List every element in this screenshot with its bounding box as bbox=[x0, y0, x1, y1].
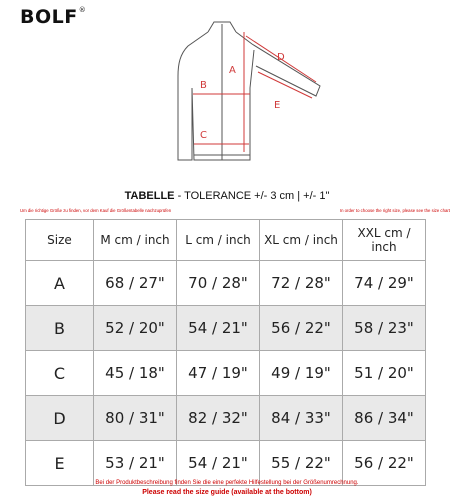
size-chart-table bbox=[25, 219, 426, 486]
table-cell: 51 / 20" bbox=[343, 351, 426, 396]
table-cell: 86 / 34" bbox=[343, 396, 426, 441]
table-row bbox=[26, 441, 426, 486]
table-cell: 74 / 29" bbox=[343, 261, 426, 306]
brand-name: BOLF bbox=[20, 6, 78, 28]
table-cell: 82 / 32" bbox=[177, 396, 260, 441]
row-label: D bbox=[26, 396, 94, 441]
header-l: L cm / inch bbox=[177, 220, 260, 261]
footer-note-german: Bei der Produktbeschreibung finden Sie die eine perfekte Hilfestellung bei der Größenumrechnung. bbox=[95, 480, 359, 486]
table-cell: 47 / 19" bbox=[177, 351, 260, 396]
row-label: C bbox=[26, 351, 94, 396]
header-xxl: XXL cm / inch bbox=[343, 220, 426, 261]
table-cell: 49 / 19" bbox=[260, 351, 343, 396]
size-note-german: Um die richtige Größe zu finden, vor dem Kauf die Größentabelle nachzuprüfen bbox=[20, 208, 172, 213]
table-row bbox=[26, 396, 426, 441]
table-heading-title: TABELLE bbox=[124, 190, 175, 202]
table-cell: 45 / 18" bbox=[94, 351, 177, 396]
table-cell: 53 / 21" bbox=[94, 441, 177, 486]
brand-logo bbox=[20, 6, 86, 28]
label-b: B bbox=[200, 80, 207, 91]
header-m: M cm / inch bbox=[94, 220, 177, 261]
table-row bbox=[26, 306, 426, 351]
label-c: C bbox=[200, 130, 207, 141]
header-xl: XL cm / inch bbox=[260, 220, 343, 261]
table-cell: 52 / 20" bbox=[94, 306, 177, 351]
label-d: D bbox=[277, 52, 285, 63]
table-cell: 56 / 22" bbox=[260, 306, 343, 351]
footer-note-english: Please read the size guide (available at the bottom) bbox=[142, 489, 312, 496]
table-cell: 55 / 22" bbox=[260, 441, 343, 486]
table-heading-tolerance: - TOLERANCE +/- 3 cm | +/- 1" bbox=[177, 190, 330, 202]
table-cell: 54 / 21" bbox=[177, 306, 260, 351]
jacket-sleeve bbox=[236, 32, 320, 96]
row-label: E bbox=[26, 441, 94, 486]
label-a: A bbox=[229, 65, 236, 76]
table-cell: 58 / 23" bbox=[343, 306, 426, 351]
jacket-measurement-diagram bbox=[150, 20, 330, 170]
table-header-row bbox=[26, 220, 426, 261]
table-cell: 54 / 21" bbox=[177, 441, 260, 486]
row-label: A bbox=[26, 261, 94, 306]
table-cell: 72 / 28" bbox=[260, 261, 343, 306]
table-heading bbox=[0, 190, 454, 202]
table-cell: 70 / 28" bbox=[177, 261, 260, 306]
jacket-body bbox=[178, 32, 254, 160]
table-cell: 80 / 31" bbox=[94, 396, 177, 441]
table-row bbox=[26, 261, 426, 306]
table-cell: 68 / 27" bbox=[94, 261, 177, 306]
table-cell: 56 / 22" bbox=[343, 441, 426, 486]
table-row bbox=[26, 351, 426, 396]
size-note-english: In order to choose the right size, please see the size chart bbox=[339, 208, 450, 213]
header-size: Size bbox=[26, 220, 94, 261]
table-cell: 84 / 33" bbox=[260, 396, 343, 441]
registered-mark: ® bbox=[78, 6, 87, 14]
label-e: E bbox=[274, 100, 281, 111]
row-label: B bbox=[26, 306, 94, 351]
size-notes bbox=[20, 208, 450, 217]
